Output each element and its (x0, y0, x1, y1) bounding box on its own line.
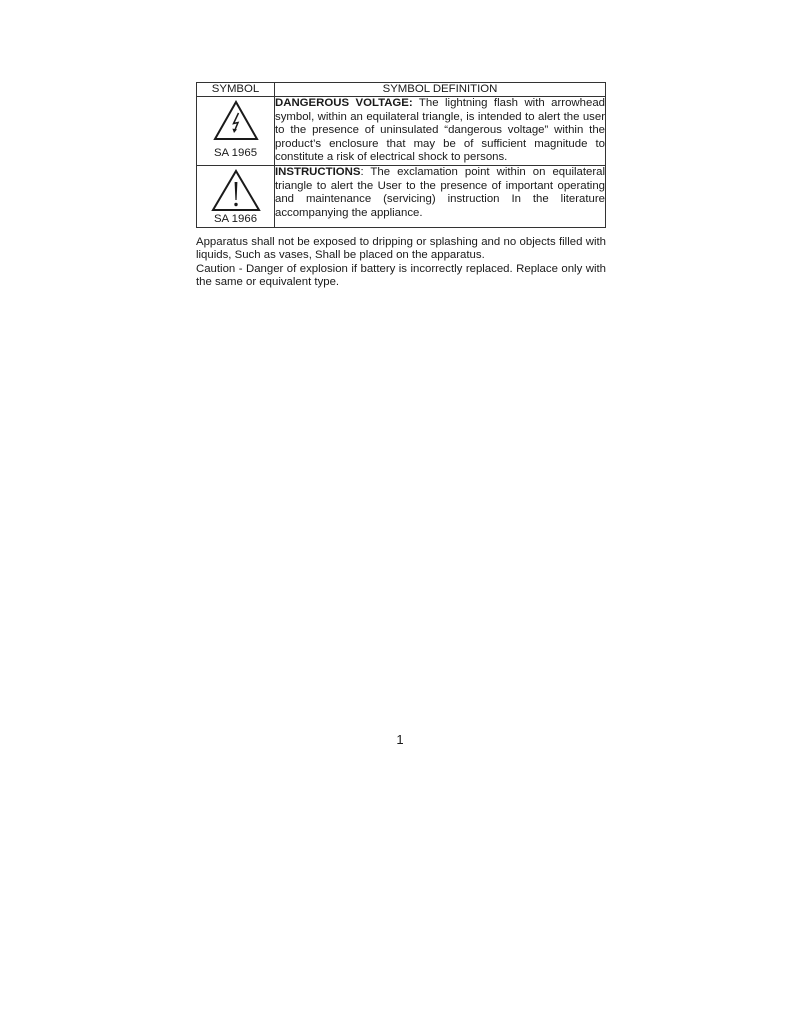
safety-symbols-section (196, 82, 606, 290)
symbol-column-header: SYMBOL (197, 83, 275, 97)
definition-column-header: SYMBOL DEFINITION (275, 83, 606, 97)
definition-text: : The exclamation point within on equilateral triangle to alert the User to the presence of important operating and maintenance (servicing) instruction In the literature accompanying the appliance. (275, 165, 605, 219)
exclamation-triangle-icon (211, 169, 261, 212)
symbol-cell (197, 97, 275, 166)
table-row (197, 165, 606, 227)
note-paragraph: Apparatus shall not be exposed to dripping or splashing and no objects filled with liquids, Such as vases, Shall be placed on the apparatus. (196, 235, 606, 262)
symbol-code: SA 1965 (213, 147, 258, 159)
page-number: 1 (396, 732, 404, 747)
definition-cell (275, 165, 606, 227)
symbol-cell (197, 165, 275, 227)
definition-text: The lightning flash with arrowhead symbol, within an equilateral triangle, is intended to alert the user to the presence of uninsulated “dangerous voltage” within the product’s enclosure that may be of sufficient magnitude to constitute a risk of electrical shock to persons. (275, 97, 605, 164)
note-paragraph: Caution - Danger of explosion if battery is incorrectly replaced. Replace only with the same or equivalent type. (196, 262, 606, 289)
definition-term: DANGEROUS VOLTAGE: (275, 97, 413, 109)
table-row (197, 97, 606, 166)
symbol-code: SA 1966 (213, 212, 258, 225)
safety-notes (196, 236, 606, 290)
definition-cell (275, 97, 606, 166)
symbol-table (196, 82, 606, 228)
definition-term: INSTRUCTIONS (275, 165, 361, 178)
lightning-flash-triangle-icon (213, 100, 259, 141)
table-header-row (197, 83, 606, 97)
